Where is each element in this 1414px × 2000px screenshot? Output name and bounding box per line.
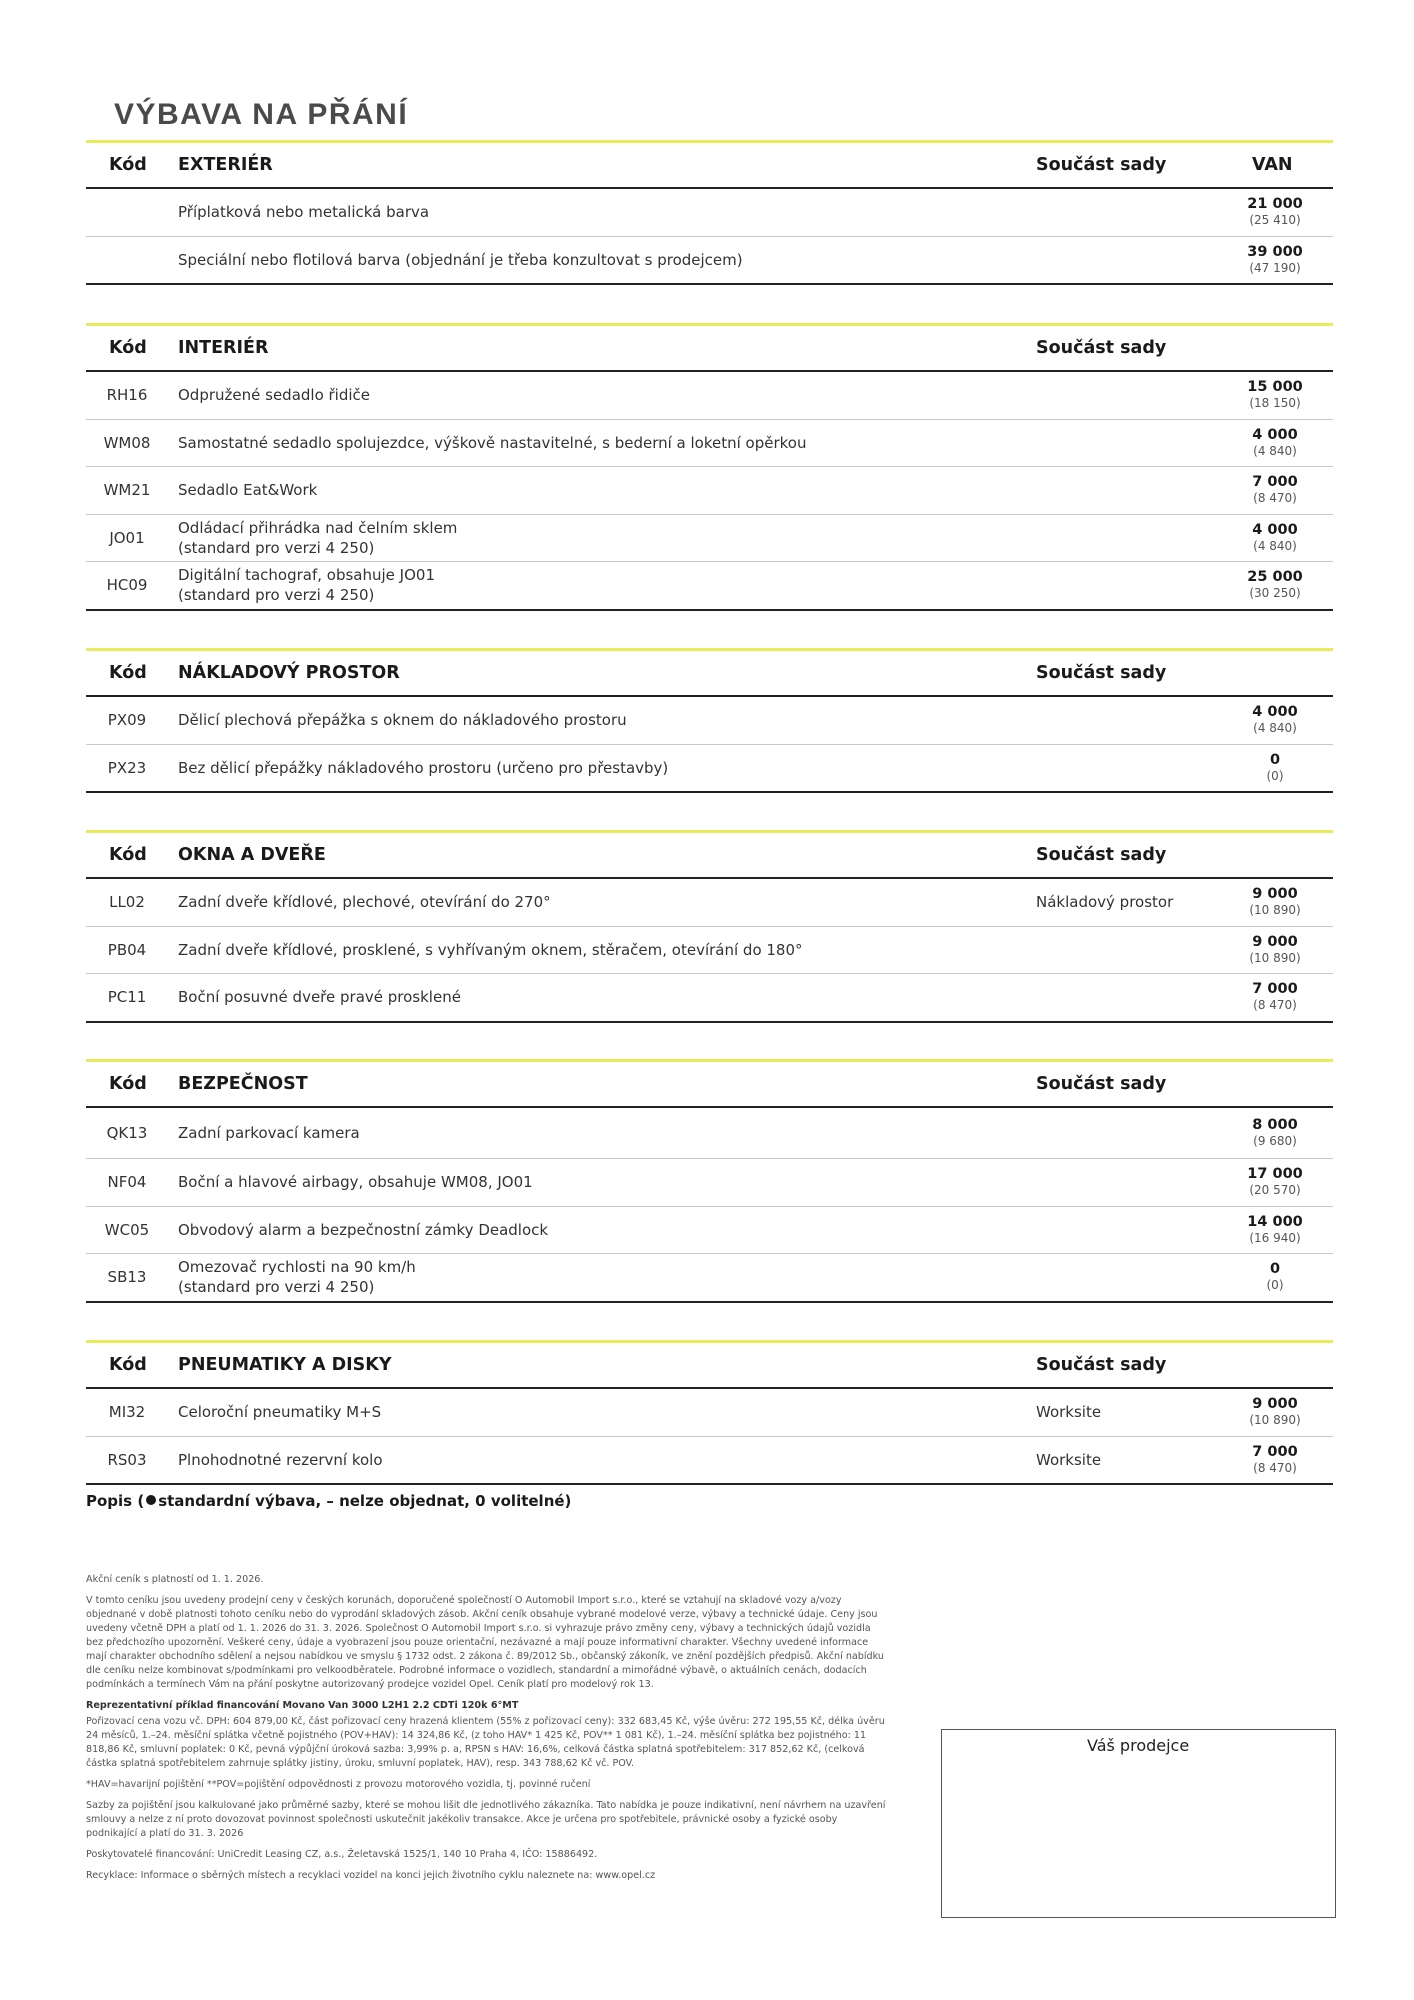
legend-text: standardní výbava, – nelze objednat, 0 volitelné) bbox=[158, 1492, 572, 1510]
table-row bbox=[86, 697, 1333, 745]
header-kod: Kód bbox=[109, 1074, 147, 1094]
row-description: Zadní parkovací kamera bbox=[178, 1124, 360, 1142]
provider-text: Poskytovatelé financování: UniCredit Leasing CZ, a.s., Želetavská 1525/1, 140 10 Praha 4, IČO: 15886492. bbox=[86, 1849, 598, 1860]
section-header bbox=[86, 833, 1333, 879]
table-row bbox=[86, 927, 1333, 975]
row-price: 39 000 (47 190) bbox=[1247, 243, 1303, 275]
row-code: WM08 bbox=[103, 433, 151, 452]
table-row bbox=[86, 879, 1333, 927]
row-price: 9 000 (10 890) bbox=[1249, 886, 1301, 918]
row-code: JO01 bbox=[109, 528, 145, 547]
row-code: WC05 bbox=[104, 1220, 150, 1239]
row-price: 0 (0) bbox=[1266, 1261, 1284, 1293]
row-soucast-sady: Worksite bbox=[1036, 1450, 1102, 1469]
row-price: 7 000 (8 470) bbox=[1252, 981, 1298, 1013]
header-kod: Kód bbox=[109, 845, 147, 865]
header-kod: Kód bbox=[109, 338, 147, 358]
row-code: RH16 bbox=[106, 386, 148, 405]
row-description: Odpružené sedadlo řidiče bbox=[178, 386, 371, 405]
row-price: 8 000 (9 680) bbox=[1252, 1117, 1298, 1148]
row-description: Boční a hlavové airbagy, obsahuje WM08, JO01 bbox=[178, 1173, 533, 1192]
header-soucast-sady: Součást sady bbox=[1036, 1074, 1167, 1094]
row-price: 21 000 (25 410) bbox=[1247, 196, 1303, 228]
table-row bbox=[86, 372, 1333, 420]
table-row bbox=[86, 745, 1333, 794]
disclaimer-text: V tomto ceníku jsou uvedeny prodejní ceny v českých korunách, doporučené společností O Automobil Import s.r.o., které se vztahují na skladové vozy a/vozy objednané v době platnosti tohoto ceníku nebo do vyprodání skladových zásob. Akční ceník obsahuje vybrané modelové verze, výbavy a technické údaje. Ceny jsou uvedeny včetně DPH a platí od 1. 1. 2026 do 31. 3. 2026. Společnost O Automobil Import s.r.o. si vyhrazuje právo změny ceny, výbavy a technických údajů vozidla bez předchozího upozornění. Veškeré ceny, údaje a vyobrazení jsou pouze orientační, nezávazné a mají pouze informativní charakter. Všechny uvedené informace mají charakter obchodního sdělení a nejsou nabídkou ve smyslu § 1732 odst. 2 zákona č. 89/2012 Sb., občanský zákoník, ve znění pozdějších předpisů. Akční nabídku dle ceníku nelze kombinovat s/podmínkami pro velkoodběratele. Podrobné informace o vozidlech, standardní a mimořádné výbavě, o aktuálních cenách, dodacích podmínkách a termínech Vám na přání poskytne autorizovaný prodejce vozidel Opel. Ceník platí pro modelový rok 13. bbox=[86, 1595, 884, 1690]
row-description: Sedadlo Eat&Work bbox=[178, 481, 318, 500]
row-description: Obvodový alarm a bezpečnostní zámky Deadlock bbox=[178, 1220, 549, 1239]
section-title: PNEUMATIKY A DISKY bbox=[178, 1355, 392, 1375]
legend-prefix: Popis ( bbox=[86, 1492, 145, 1510]
table-row bbox=[86, 467, 1333, 515]
table-row bbox=[86, 420, 1333, 468]
dealer-box bbox=[941, 1729, 1336, 1918]
section-pneumatiky-a-disky bbox=[86, 1340, 1333, 1485]
row-description: Celoroční pneumatiky M+S bbox=[178, 1403, 382, 1422]
dealer-label: Váš prodejce bbox=[1087, 1736, 1190, 1755]
table-row bbox=[86, 1389, 1333, 1437]
section-title: NÁKLADOVÝ PROSTOR bbox=[178, 663, 400, 683]
table-row bbox=[86, 1108, 1333, 1159]
section-header bbox=[86, 1343, 1333, 1389]
row-code: PX23 bbox=[107, 758, 147, 777]
row-price: 0 (0) bbox=[1266, 751, 1284, 783]
row-code: RS03 bbox=[107, 1450, 147, 1469]
section-bezpecnost bbox=[86, 1059, 1333, 1303]
table-row bbox=[86, 974, 1333, 1023]
row-description: Dělicí plechová přepážka s oknem do nákladového prostoru bbox=[178, 711, 627, 730]
row-code: PB04 bbox=[107, 940, 147, 959]
row-code: LL02 bbox=[109, 893, 145, 912]
header-van: VAN bbox=[1252, 155, 1293, 175]
table-row bbox=[86, 1437, 1333, 1486]
row-price: 4 000 (4 840) bbox=[1252, 521, 1298, 553]
row-code: QK13 bbox=[106, 1124, 148, 1142]
section-nakladovy-prostor bbox=[86, 648, 1333, 793]
table-row bbox=[86, 189, 1333, 237]
row-code: HC09 bbox=[106, 576, 148, 595]
row-description: Odládací přihrádka nad čelním sklem (standard pro verzi 4 250) bbox=[178, 518, 458, 557]
row-description: Zadní dveře křídlové, plechové, otevírání do 270° bbox=[178, 893, 551, 912]
row-price: 4 000 (4 840) bbox=[1252, 704, 1298, 736]
header-soucast-sady: Součást sady bbox=[1036, 155, 1167, 175]
section-exterier bbox=[86, 140, 1333, 285]
insurance-note: *HAV=havarijní pojištění **POV=pojištění odpovědnosti z provozu motorového vozidla, tj. povinné ručení bbox=[86, 1779, 591, 1790]
row-description: Boční posuvné dveře pravé prosklené bbox=[178, 988, 461, 1007]
page-title: VÝBAVA NA PŘÁNÍ bbox=[114, 98, 409, 131]
section-title: OKNA A DVEŘE bbox=[178, 845, 326, 865]
row-price: 9 000 (10 890) bbox=[1249, 1396, 1301, 1428]
section-okna-a-dvere bbox=[86, 830, 1333, 1023]
row-description: Omezovač rychlosti na 90 km/h (standard pro verzi 4 250) bbox=[178, 1258, 416, 1297]
section-interier bbox=[86, 323, 1333, 611]
header-soucast-sady: Součást sady bbox=[1036, 845, 1167, 865]
row-price: 14 000 (16 940) bbox=[1247, 1213, 1303, 1245]
footer-notes bbox=[86, 1573, 886, 1890]
insurance-text: Sazby za pojištění jsou kalkulované jako průměrné sazby, které se mohou lišit dle jednotlivého zákazníka. Tato nabídka je pouze indikativní, není návrhem na uzavření smlouvy a nelze z ní proto dovozovat povinnost společnosti uskutečnit jakékoliv transakce. Akce je určena pro spotřebitele, právnické osoby a fyzické osoby podnikající a platí do 31. 3. 2026 bbox=[86, 1800, 886, 1839]
table-row bbox=[86, 1254, 1333, 1303]
row-price: 17 000 (20 570) bbox=[1247, 1166, 1303, 1198]
row-soucast-sady: Nákladový prostor bbox=[1036, 893, 1174, 912]
section-header bbox=[86, 326, 1333, 372]
row-description: Samostatné sedadlo spolujezdce, výškově nastavitelné, s bederní a loketní opěrkou bbox=[178, 433, 807, 452]
table-row bbox=[86, 1159, 1333, 1207]
row-description: Bez dělicí přepážky nákladového prostoru (určeno pro přestavby) bbox=[178, 758, 669, 777]
row-code: PC11 bbox=[107, 988, 147, 1007]
row-description: Digitální tachograf, obsahuje JO01 (standard pro verzi 4 250) bbox=[178, 566, 435, 605]
row-description: Příplatková nebo metalická barva bbox=[178, 203, 430, 222]
legend bbox=[86, 1492, 571, 1510]
row-price: 15 000 (18 150) bbox=[1247, 379, 1303, 411]
table-row bbox=[86, 562, 1333, 611]
row-soucast-sady: Worksite bbox=[1036, 1403, 1102, 1422]
finance-text: Pořizovací cena vozu vč. DPH: 604 879,00 Kč, část pořizovací ceny hrazená klientem (55% z pořizovací ceny): 332 683,45 Kč, výše úvěru: 272 195,55 Kč, délka úvěru 24 měsíců, 1.–24. měsíční splátka včetně pojistného (POV+HAV): 14 324,86 Kč, (z toho HAV* 1 425 Kč, POV** 1 081 Kč), 1.–24. měsíční splátka bez pojistného: 11 818,86 Kč, smluvní poplatek: 0 Kč, pevná výpůjční úroková sazba: 3,99% p. a, RPSN s HAV: 16,6%, celková částka splatná spotřebitelem: 317 852,62 Kč, (celková částka splatná spotřebitelem zahrnuje splátky jistiny, úroku, smluvní poplatek, HAV), resp. 343 788,62 Kč vč. POV. bbox=[86, 1716, 885, 1769]
row-price: 25 000 (30 250) bbox=[1247, 569, 1303, 601]
row-code: SB13 bbox=[107, 1268, 147, 1287]
section-header bbox=[86, 1062, 1333, 1108]
row-price: 7 000 (8 470) bbox=[1252, 474, 1298, 506]
header-soucast-sady: Součást sady bbox=[1036, 1355, 1167, 1375]
row-code: NF04 bbox=[107, 1173, 147, 1192]
section-title: BEZPEČNOST bbox=[178, 1074, 308, 1094]
table-row bbox=[86, 237, 1333, 286]
row-price: 4 000 (4 840) bbox=[1252, 426, 1298, 458]
row-code: PX09 bbox=[107, 711, 147, 730]
header-kod: Kód bbox=[109, 663, 147, 683]
row-code: MI32 bbox=[108, 1403, 146, 1422]
header-kod: Kód bbox=[109, 155, 147, 175]
recycling-text: Recyklace: Informace o sběrných místech a recyklaci vozidel na konci jejich životního cyklu naleznete na: www.opel.cz bbox=[86, 1870, 656, 1881]
row-code: WM21 bbox=[103, 481, 151, 500]
validity-note: Akční ceník s platností od 1. 1. 2026. bbox=[86, 1574, 264, 1585]
row-description: Speciální nebo flotilová barva (objednání je třeba konzultovat s prodejcem) bbox=[178, 250, 743, 269]
table-row bbox=[86, 515, 1333, 563]
section-title: INTERIÉR bbox=[178, 338, 269, 358]
section-header bbox=[86, 143, 1333, 189]
section-header bbox=[86, 651, 1333, 697]
row-description: Plnohodnotné rezervní kolo bbox=[178, 1450, 383, 1469]
row-price: 7 000 (8 470) bbox=[1252, 1443, 1298, 1475]
row-description: Zadní dveře křídlové, prosklené, s vyhřívaným oknem, stěračem, otevírání do 180° bbox=[178, 940, 803, 959]
row-price: 9 000 (10 890) bbox=[1249, 933, 1301, 965]
header-soucast-sady: Součást sady bbox=[1036, 663, 1167, 683]
header-soucast-sady: Součást sady bbox=[1036, 338, 1167, 358]
standard-dot-icon bbox=[146, 1495, 156, 1505]
table-row bbox=[86, 1207, 1333, 1255]
finance-title: Reprezentativní příklad financování Movano Van 3000 L2H1 2.2 CDTi 120k 6°MT bbox=[86, 1700, 519, 1711]
section-title: EXTERIÉR bbox=[178, 155, 273, 175]
header-kod: Kód bbox=[109, 1355, 147, 1375]
